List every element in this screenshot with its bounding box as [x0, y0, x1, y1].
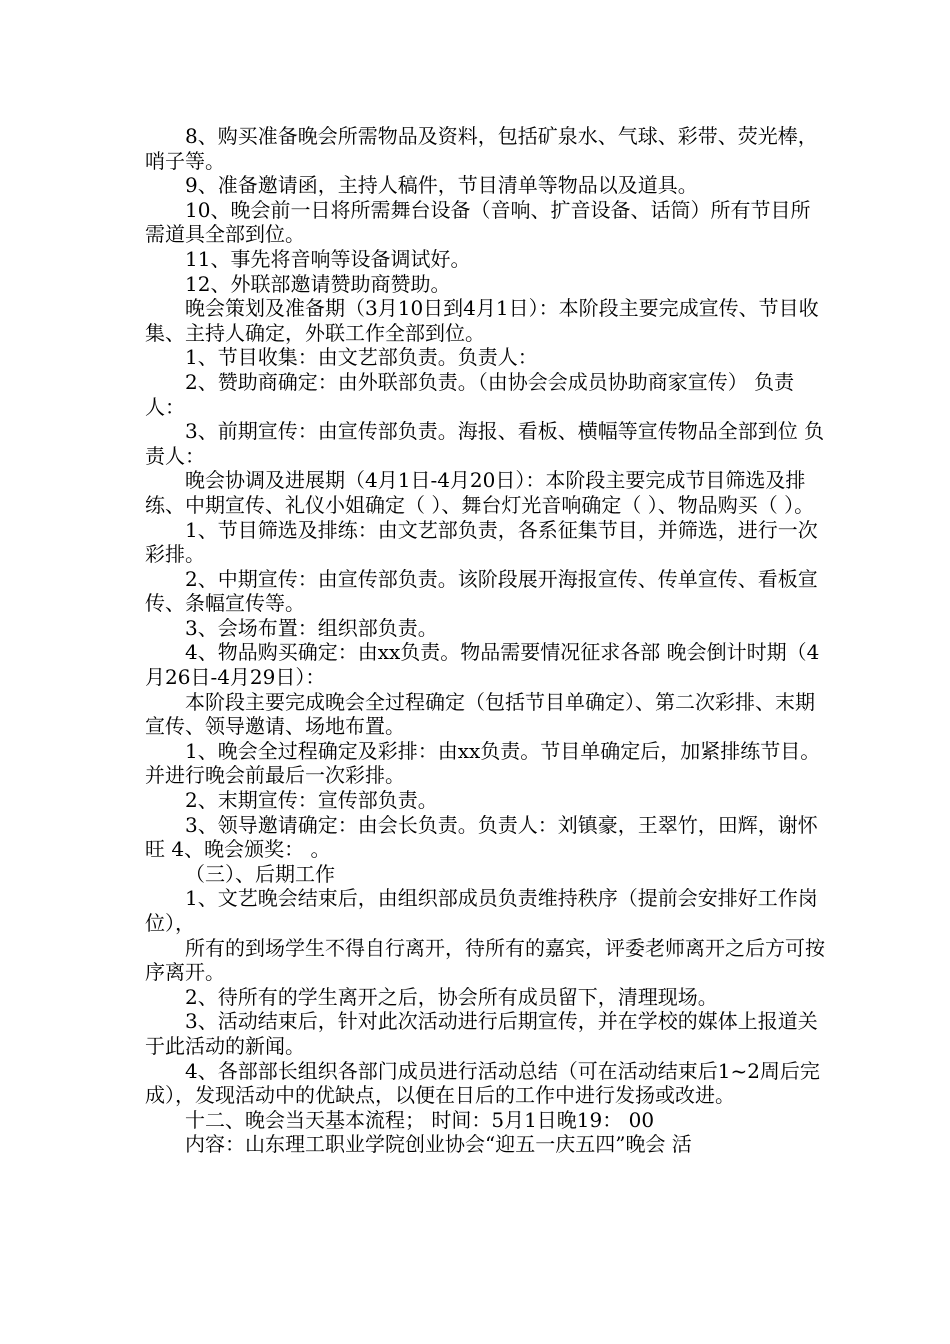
paragraph-sponsor: 2、赞助商确定：由外联部负责。（由协会会成员协助商家宣传） 负责人： — [145, 369, 795, 419]
paragraph-item-8: 8、购买准备晚会所需物品及资料，包括矿泉水、气球、彩带、荧光棒，哨子等。 — [145, 124, 818, 173]
paragraph-item-10: 10、晚会前一日将所需舞台设备（音响、扩音设备、话筒）所有节目所需道具全部到位。 — [145, 197, 811, 247]
paragraph-cleanup: 2、待所有的学生离开之后，协会所有成员留下，清理现场。 — [185, 984, 718, 1009]
paragraph-summary: 4、各部部长组织各部门成员进行活动总结（可在活动结束后1~2周后完成），发现活动中的优缺点，以便在日后的工作中进行发扬或改进。 — [145, 1058, 820, 1108]
paragraph-leader-invitation: 3、领导邀请确定：由会长负责。负责人：刘镇豪，王翠竹，田辉，谢怀旺 4、晚会颁奖： 。 — [145, 812, 818, 862]
paragraph-content: 内容：山东理工职业学院创业协会“迎五一庆五四”晚会 活 — [185, 1132, 692, 1157]
paragraph-leaving-order: 所有的到场学生不得自行离开，待所有的嘉宾，评委老师离开之后方可按序离开。 — [145, 935, 825, 985]
paragraph-rehearsal: 1、晚会全过程确定及彩排：由xx负责。节目单确定后，加紧排练节目。并进行晚会前最后一次彩排。 — [145, 738, 821, 788]
paragraph-order-keeping: 1、文艺晚会结束后，由组织部成员负责维持秩序（提前会安排好工作岗位）， — [145, 886, 818, 935]
paragraph-schedule-time: 十二、晚会当天基本流程； 时间：5月1日晚19： 00 — [185, 1107, 655, 1132]
paragraph-venue-setup: 3、会场布置：组织部负责。 — [185, 615, 438, 640]
paragraph-planning-phase: 晚会策划及准备期（3月10日到4月1日）：本阶段主要完成宣传、节目收集、主持人确定，外联工作全部到位。 — [145, 296, 819, 345]
paragraph-program-collection: 1、节目收集：由文艺部负责。负责人： — [185, 345, 538, 370]
paragraph-final-publicity: 2、末期宣传：宣传部负责。 — [185, 788, 438, 813]
section-heading-post-work: （三）、后期工作 — [185, 861, 335, 886]
paragraph-item-9: 9、准备邀请函，主持人稿件，节目清单等物品以及道具。 — [185, 173, 698, 198]
paragraph-item-11: 11、事先将音响等设备调试好。 — [185, 246, 471, 271]
paragraph-mid-publicity: 2、中期宣传：由宣传部负责。该阶段展开海报宣传、传单宣传、看板宣传、条幅宣传等。 — [145, 566, 818, 616]
paragraph-program-screening: 1、节目筛选及排练：由文艺部负责，各系征集节目，并筛选，进行一次彩排。 — [145, 517, 818, 567]
document-page — [145, 124, 825, 1157]
paragraph-early-publicity: 3、前期宣传：由宣传部负责。海报、看板、横幅等宣传物品全部到位 负责人： — [145, 419, 825, 468]
paragraph-countdown-tasks: 本阶段主要完成晚会全过程确定（包括节目单确定）、第二次彩排、末期宣传、领导邀请、场地布置。 — [145, 689, 815, 739]
paragraph-purchase-countdown: 4、物品购买确定：由xx负责。物品需要情况征求各部 晚会倒计时期（4月26日-4月29日）： — [145, 640, 820, 690]
paragraph-coordination-phase: 晚会协调及进展期（4月1日-4月20日）：本阶段主要完成节目筛选及排练、中期宣传、礼仪小姐确定（ ）、舞台灯光音响确定（ ）、物品购买（ ）。 — [145, 468, 815, 517]
paragraph-post-publicity: 3、活动结束后，针对此次活动进行后期宣传，并在学校的媒体上报道关于此活动的新闻。 — [145, 1009, 818, 1058]
paragraph-item-12: 12、外联部邀请赞助商赞助。 — [185, 271, 451, 296]
